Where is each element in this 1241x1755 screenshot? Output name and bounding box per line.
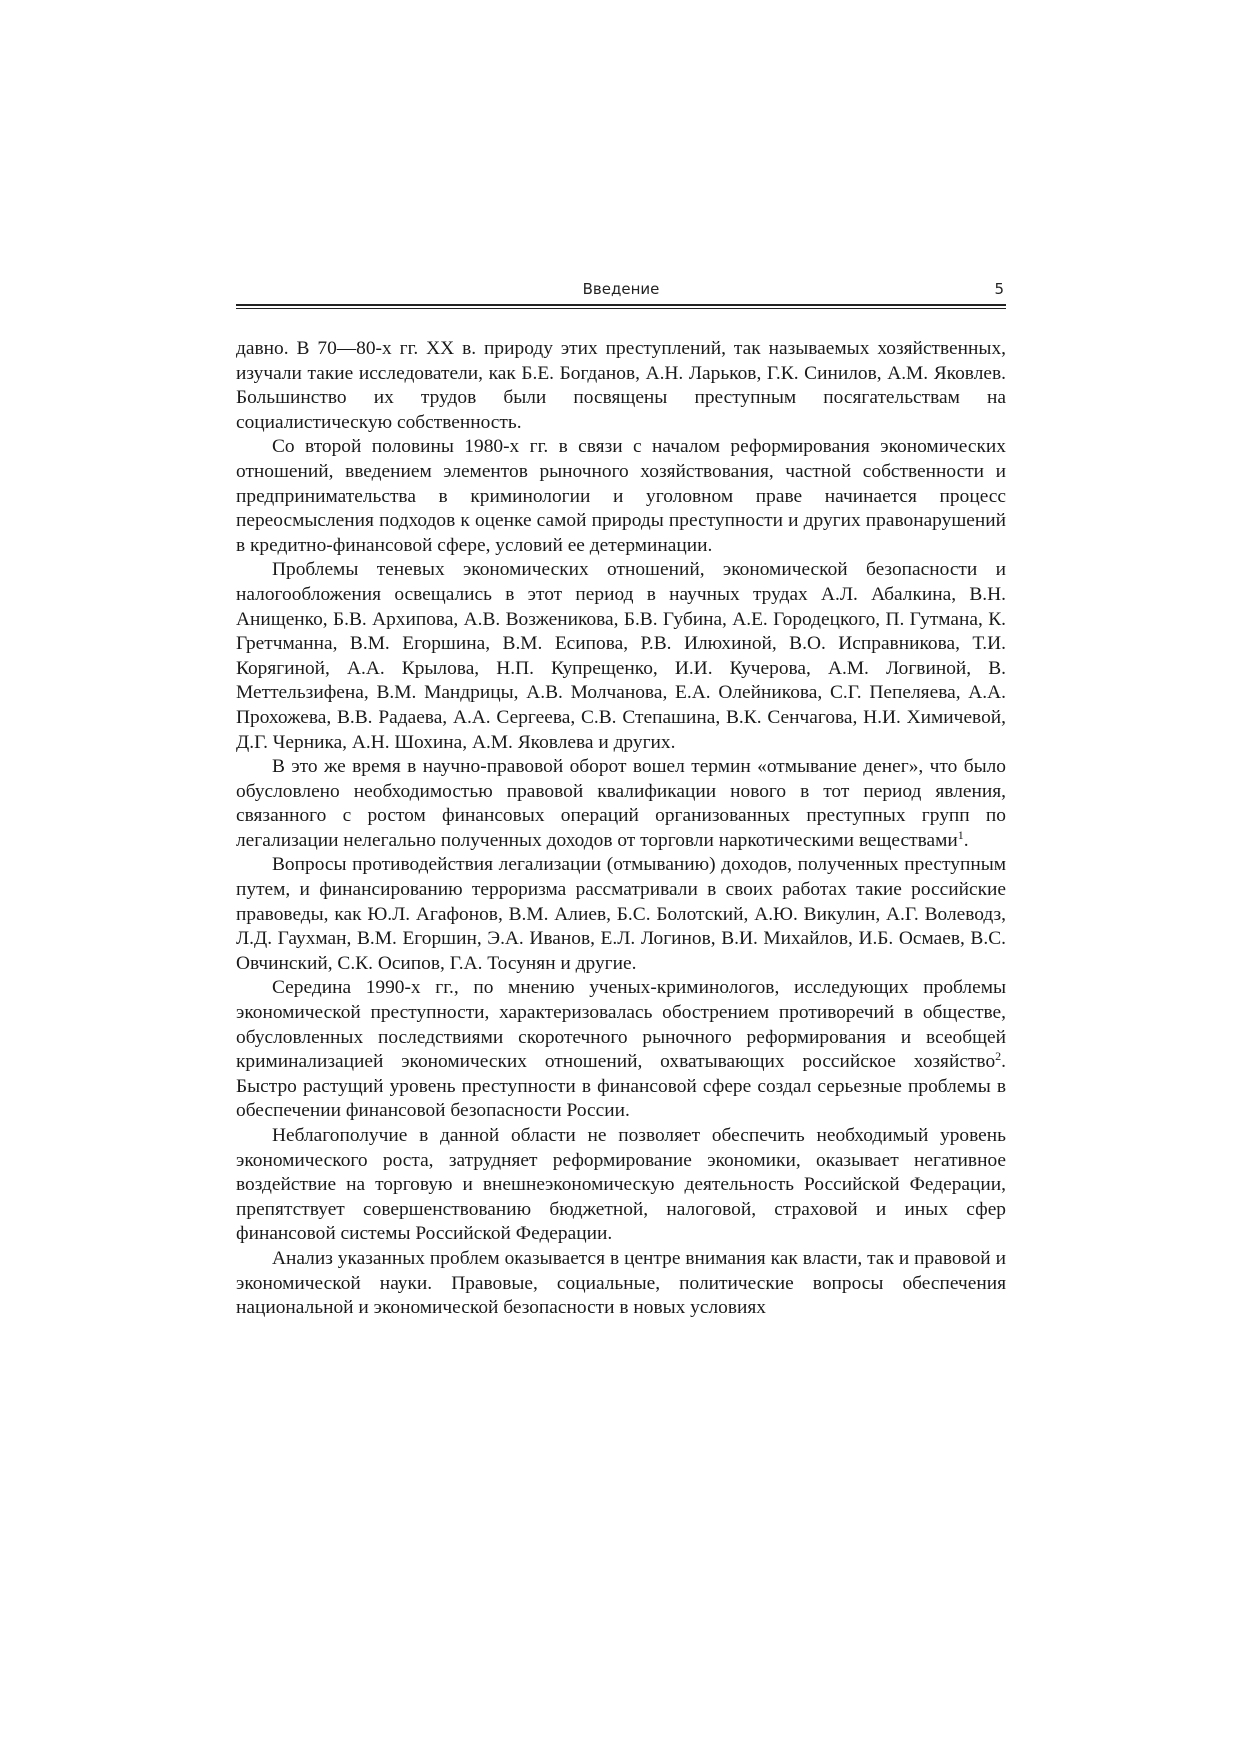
body-text — [236, 337, 1006, 1321]
paragraph — [236, 337, 1006, 435]
paragraph — [236, 1124, 1006, 1247]
footnote-marker: 1 — [957, 827, 964, 842]
paragraph-text: Середина 1990-х гг., по мнению ученых-криминологов, исследующих проблемы экономической преступности, характеризовалась обострением противоречий в обществе, обусловленных последствиями скоротечного рыночного реформирования и всеобщей криминализацией экономических отношений, охватывающих российское хозяйство — [236, 977, 1006, 1073]
paragraph — [236, 435, 1006, 558]
paragraph-tail: . Быстро растущий уровень преступности в финансовой сфере создал серьезные проблемы в обеспечении финансовой безопасности России. — [236, 1051, 1006, 1122]
paragraph-text: Вопросы противодействия легализации (отмыванию) доходов, полученных преступным путем, и финансированию терроризма рассматривали в своих работах такие российские правоведы, как Ю.Л. Агафонов, В.М. Алиев, Б.С. Болотский, А.Ю. Викулин, А.Г. Волеводз, Л.Д. Гаухман, В.М. Егоршин, Э.А. Иванов, Е.Л. Логинов, В.И. Михайлов, И.Б. Осмаев, В.С. Овчинский, С.К. Осипов, Г.А. Тосунян и другие. — [236, 854, 1006, 974]
paragraph-text: давно. В 70—80-х гг. XX в. природу этих преступлений, так называемых хозяйственных, изучали такие исследователи, как Б.Е. Богданов, А.Н. Ларьков, Г.К. Синилов, А.М. Яковлев. Большинство их трудов были посвящены преступным посягательствам на социалистическую собственность. — [236, 338, 1006, 433]
paragraph-text: Неблагополучие в данной области не позволяет обеспечить необходимый уровень экономического роста, затрудняет реформирование экономики, оказывает негативное воздействие на торговую и внешнеэкономическую деятельность Российской Федерации, препятствует совершенствованию бюджетной, налоговой, страховой и иных сфер финансовой системы Российской Федерации. — [236, 1125, 1006, 1245]
paragraph-tail: . — [963, 829, 969, 851]
paragraph-text: Проблемы теневых экономических отношений, экономической безопасности и налогообложения освещались в этот период в научных трудах А.Л. Абалкина, В.Н. Анищенко, Б.В. Архипова, А.В. Возженикова, Б.В. Губина, А.Е. Городецкого, П. Гутмана, К. Гретчманна, В.М. Егоршина, В.М. Есипова, Р.В. Илюхиной, В.О. Исправникова, Т.И. Корягиной, А.А. Крылова, Н.П. Купрещенко, И.И. Кучерова, А.М. Логвиной, В. Меттельзифена, В.М. Мандрицы, А.В. Молчанова, Е.А. Олейникова, С.Г. Пепеляева, А.А. Прохожева, В.В. Радаева, А.А. Сергеева, С.В. Степашина, В.К. Сенчагова, Н.И. Химичевой, Д.Г. Черника, А.Н. Шохина, А.М. Яковлева и других. — [236, 559, 1006, 753]
footnote-marker: 2 — [995, 1049, 1002, 1064]
paragraph — [236, 976, 1006, 1124]
page-number: 5 — [994, 280, 1004, 298]
paragraph — [236, 1247, 1006, 1321]
paragraph — [236, 853, 1006, 976]
paragraph — [236, 755, 1006, 853]
running-header — [236, 276, 1006, 298]
paragraph-text: В это же время в научно-правовой оборот вошел термин «отмывание денег», что было обусловлено необходимостью правовой квалификации нового в тот период явления, связанного с ростом финансовых операций организованных преступных групп по легализации нелегально полученных доходов от торговли наркотическими веществами — [236, 756, 1006, 851]
running-title: Введение — [582, 280, 660, 298]
paragraph-text: Со второй половины 1980-х гг. в связи с началом реформирования экономических отношений, введением элементов рыночного хозяйствования, частной собственности и предпринимательства в криминологии и уголовном праве начинается процесс переосмысления подходов к оценке самой природы преступности и других правонарушений в кредитно-финансовой сфере, условий ее детерминации. — [236, 436, 1006, 556]
header-rule — [236, 304, 1006, 309]
paragraph-text: Анализ указанных проблем оказывается в центре внимания как власти, так и правовой и экономической науки. Правовые, социальные, политические вопросы обеспечения национальной и экономической безопасности в новых условиях — [236, 1247, 1006, 1319]
book-page — [236, 276, 1006, 1321]
paragraph — [236, 558, 1006, 755]
